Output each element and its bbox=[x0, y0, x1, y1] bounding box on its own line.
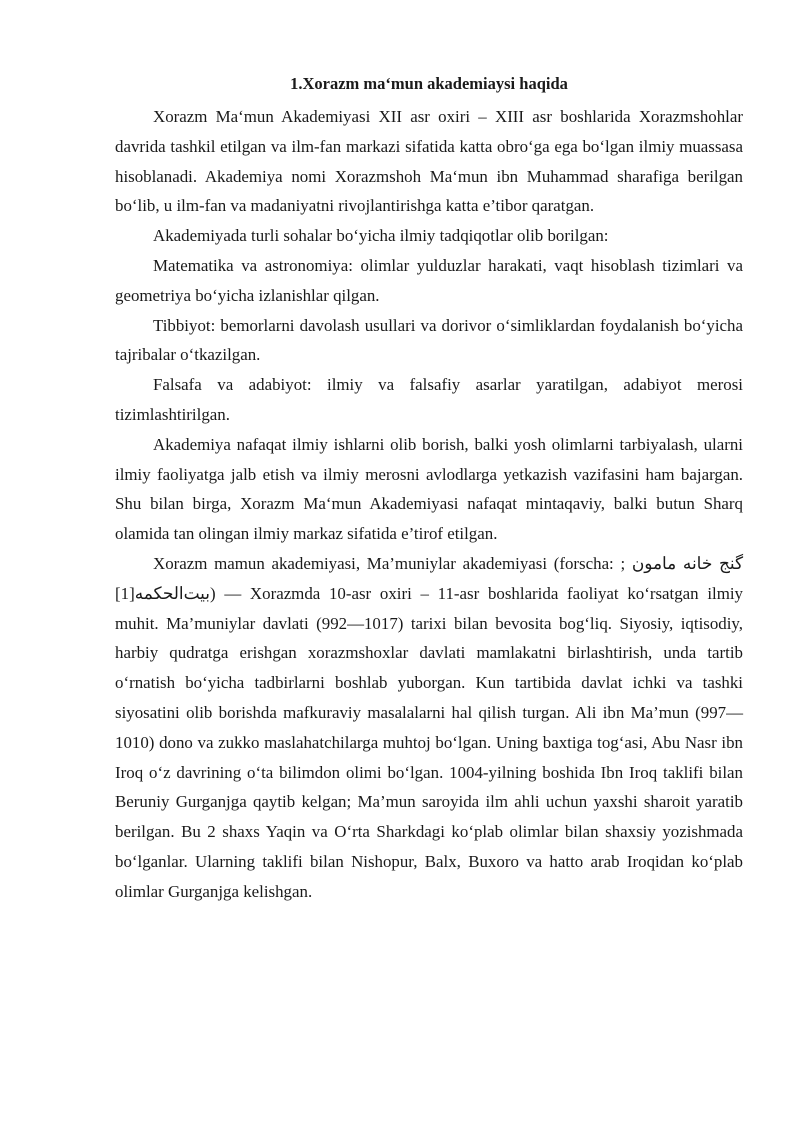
paragraph-fields-intro: Akademiyada turli sohalar bo‘yicha ilmiy tadqiqotlar olib borilgan: bbox=[153, 226, 609, 246]
paragraph-education: Akademiya nafaqat ilmiy ishlarni olib borish, balki yosh olimlarni tarbiyalash, ularni ilmiy faoliyatga jalb etish va ilmiy merosni avlodlarga yetkazish vazifasini ham bajargan. Shu bilan birga, Xorazm Ma‘mun Akademiyasi nafaqat mintaqaviy, balki butun Sharq olamida tan olingan ilmiy markaz sifatida e’tirof etilgan. bbox=[115, 434, 743, 544]
paragraph-medicine: Tibbiyot: bemorlarni davolash usullari va dorivor o‘simliklardan foydalanish bo‘yicha tajribalar o‘tkazilgan. bbox=[115, 315, 743, 365]
paragraph-intro: Xorazm Ma‘mun Akademiyasi XII asr oxiri – XIII asr boshlarida Xorazmshohlar davrida tashkil etilgan va ilm-fan markazi sifatida katta obro‘ga ega bo‘lgan ilmiy muassasa hisoblanadi. Akademiya nomi Xorazmshoh Ma‘mun ibn Muhammad sharafiga berilgan bo‘lib, u ilm-fan va madaniyatni rivojlantirishga katta e’tibor qaratgan. bbox=[115, 107, 743, 216]
paragraph-mathematics: Matematika va astronomiya: olimlar yulduzlar harakati, vaqt hisoblash tizimlari va geometriya bo‘yicha izlanishlar qilgan. bbox=[115, 255, 743, 305]
paragraph-philosophy: Falsafa va adabiyot: ilmiy va falsafiy asarlar yaratilgan, adabiyot merosi tizimlashtirilgan. bbox=[115, 375, 743, 424]
document-title: 1.Xorazm ma‘mun akademiaysi haqida bbox=[290, 74, 568, 93]
paragraph-history: Xorazm mamun akademiyasi, Ma’muniylar akademiyasi (forscha: گنج خانه مامون ; بيت‌الحكمه[1]) — Xorazmda 10-asr oxiri – 11-asr boshlarida faoliyat ko‘rsatgan ilmiy muhit. Ma’muniylar davlati (992—1017) tarixi bilan bevosita bog‘liq. Siyosiy, iqtisodiy, harbiy qudratga erishgan xorazmshoxlar davlati mamlakatni birlashtirish, unda tartib o‘rnatish bo‘yicha tadbirlarni boshlab yuborgan. Kun tartibida davlat ichki va tashki siyosatini olib borishda mafkuraviy masalalarni hal qilish turgan. Ali ibn Ma’mun (997—1010) dono va zukko maslahatchilarga muhtoj bo‘lgan. Uning baxtiga tog‘asi, Abu Nasr ibn Iroq o‘z davrining o‘ta bilimdon olimi bo‘lgan. 1004-yilning boshida Ibn Iroq taklifi bilan Beruniy Gurganjga qaytib kelgan; Ma’mun saroyida ilm ahli uchun yaxshi sharoit yaratib berilgan. Bu 2 shaxs Yaqin va O‘rta Sharkdagi ko‘plab olimlar bilan shaxsiy yozishmada bo‘lganlar. Ularning taklifi bilan Nishopur, Balx, Buxoro va hatto arab Iroqidan ko‘plab olimlar Gurganjga kelishgan. bbox=[115, 553, 743, 901]
document-page bbox=[115, 72, 743, 907]
